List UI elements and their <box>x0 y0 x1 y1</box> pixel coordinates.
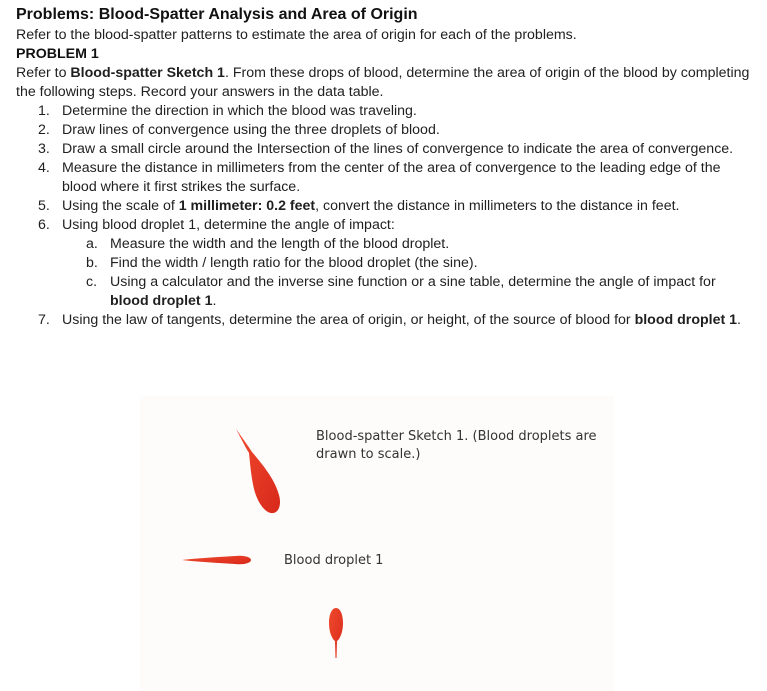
list-item: 5. Using the scale of 1 millimeter: 0.2 feet, convert the distance in millimeters to the distance in feet. <box>38 198 680 214</box>
list-item: 2. Draw lines of convergence using the three droplets of blood. <box>38 122 440 138</box>
list-item: 3. Draw a small circle around the Intersection of the lines of convergence to indicate the area of convergence. <box>38 141 734 157</box>
list-item: 6. Using blood droplet 1, determine the angle of impact: a. Measure the width and the length of the blood droplet. b. Find the width / length ratio for the blood droplet (the sine). c. Using a calculator and the inverse sine function or a sine table, determine the angle of impact for blood droplet 1. <box>16 216 756 311</box>
lead-paragraph: Refer to Blood-spatter Sketch 1. From these drops of blood, determine the area of origin of the blood by completing the following steps. Record your answers in the data table. <box>16 65 750 100</box>
droplet-vertical <box>329 608 343 658</box>
sub-list-item: a. Measure the width and the length of the blood droplet. <box>86 236 450 252</box>
droplet-diagonal <box>236 429 280 513</box>
sub-list-item: b. Find the width / length ratio for the blood droplet (the sine). <box>86 255 478 271</box>
list-item: 7. Using the law of tangents, determine the area of origin, or height, of the source of blood for blood droplet 1. <box>38 312 741 328</box>
page-title: Problems: Blood-Spatter Analysis and Area of Origin <box>16 6 418 23</box>
intro-text: Refer to the blood-spatter patterns to estimate the area of origin for each of the problems. <box>16 27 577 43</box>
sub-list-item: c. Using a calculator and the inverse sine function or a sine table, determine the angle of impact for blood droplet 1. <box>86 274 716 309</box>
blood-droplet-1 <box>182 556 251 565</box>
substeps-list <box>62 235 756 311</box>
problem-heading: PROBLEM 1 <box>16 46 99 62</box>
blood-spatter-sketch <box>140 396 614 691</box>
figure-caption: Blood-spatter Sketch 1. (Blood droplets are drawn to scale.) <box>316 429 597 462</box>
steps-list <box>16 102 756 330</box>
list-item: 4. Measure the distance in millimeters from the center of the area of convergence to the leading edge of the blood where it first strikes the surface. <box>38 160 721 195</box>
list-item: 1. Determine the direction in which the blood was traveling. <box>38 103 417 119</box>
droplet-label: Blood droplet 1 <box>284 553 384 568</box>
document <box>16 4 756 330</box>
